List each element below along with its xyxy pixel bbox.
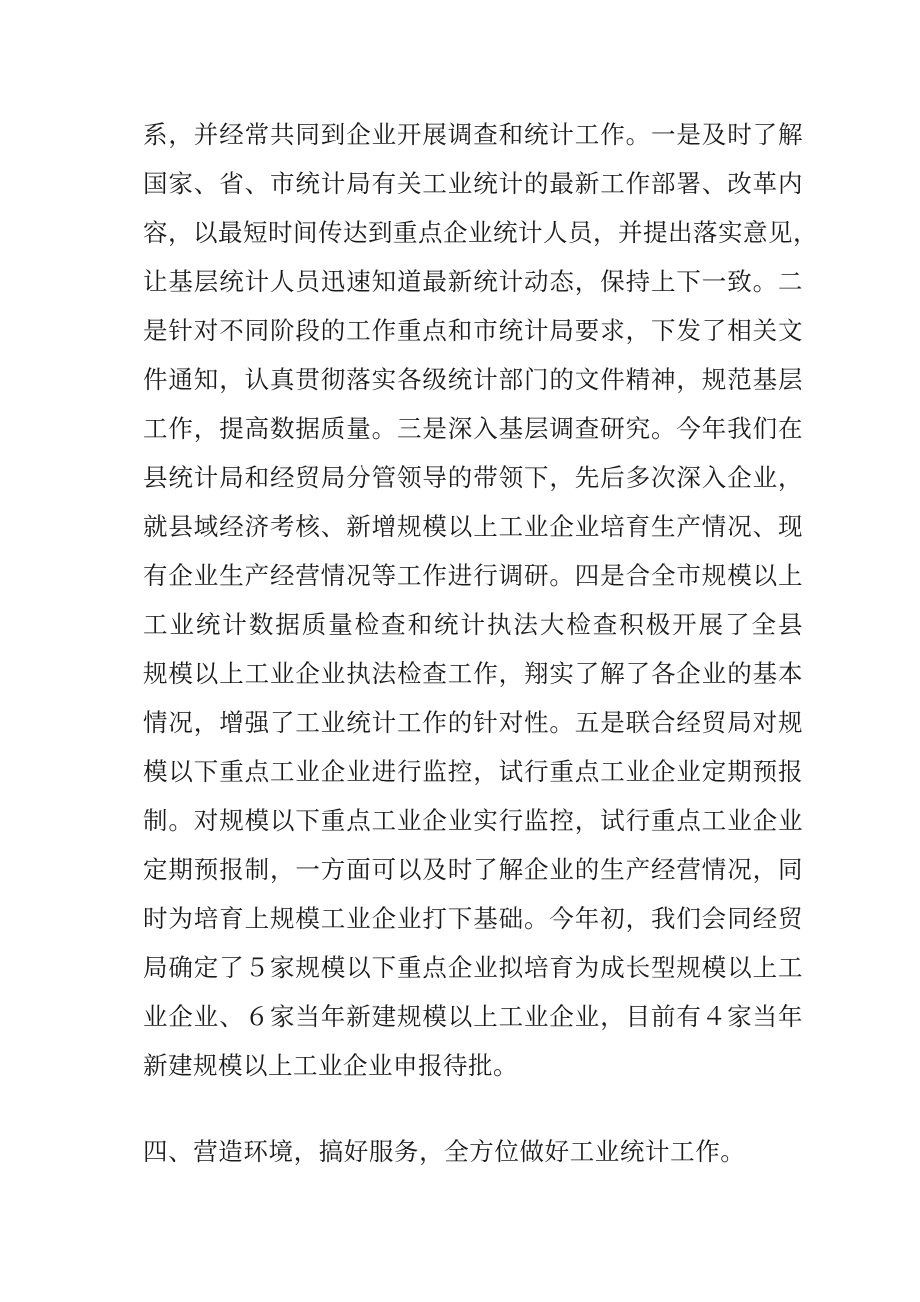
paragraph-line: 定期预报制，一方面可以及时了解企业的生产经营情况，同 — [143, 855, 803, 884]
paragraph-line: 系，并经常共同到企业开展调查和统计工作。一是及时了解 — [143, 120, 803, 149]
paragraph-line: 工业统计数据质量检查和统计执法大检查积极开展了全县 — [143, 610, 803, 639]
paragraph-line: 制。对规模以下重点工业企业实行监控，试行重点工业企业 — [143, 806, 803, 835]
paragraph-line: 让基层统计人员迅速知道最新统计动态，保持上下一致。二 — [143, 267, 803, 296]
paragraph-line: 县统计局和经贸局分管领导的带领下，先后多次深入企业， — [143, 463, 803, 492]
paragraph-line: 工作，提高数据质量。三是深入基层调查研究。今年我们在 — [143, 414, 803, 443]
paragraph-line: 件通知，认真贯彻落实各级统计部门的文件精神，规范基层 — [143, 365, 803, 394]
paragraph-line: 国家、省、市统计局有关工业统计的最新工作部署、改革内 — [143, 169, 803, 198]
paragraph-line: 情况，增强了工业统计工作的针对性。五是联合经贸局对规 — [143, 708, 803, 737]
paragraph-line: 模以下重点工业企业进行监控，试行重点工业企业定期预报 — [143, 757, 803, 786]
paragraph-line: 时为培育上规模工业企业打下基础。今年初，我们会同经贸 — [143, 904, 803, 933]
paragraph-line: 是针对不同阶段的工作重点和市统计局要求，下发了相关文 — [143, 316, 803, 345]
section-heading: 四、营造环境，搞好服务，全方位做好工业统计工作。 — [143, 1137, 746, 1166]
paragraph-line: 局确定了５家规模以下重点企业拟培育为成长型规模以上工 — [143, 953, 803, 982]
paragraph-line: 规模以上工业企业执法检查工作，翔实了解了各企业的基本 — [143, 659, 803, 688]
paragraph-line: 容，以最短时间传达到重点企业统计人员，并提出落实意见， — [143, 218, 818, 247]
paragraph-line-last: 新建规模以上工业企业申报待批。 — [143, 1051, 518, 1080]
paragraph-line: 业企业、６家当年新建规模以上工业企业，目前有４家当年 — [143, 1002, 803, 1031]
paragraph-line: 就县域经济考核、新增规模以上工业企业培育生产情况、现 — [143, 512, 803, 541]
paragraph-line: 有企业生产经营情况等工作进行调研。四是合全市规模以上 — [143, 561, 803, 590]
